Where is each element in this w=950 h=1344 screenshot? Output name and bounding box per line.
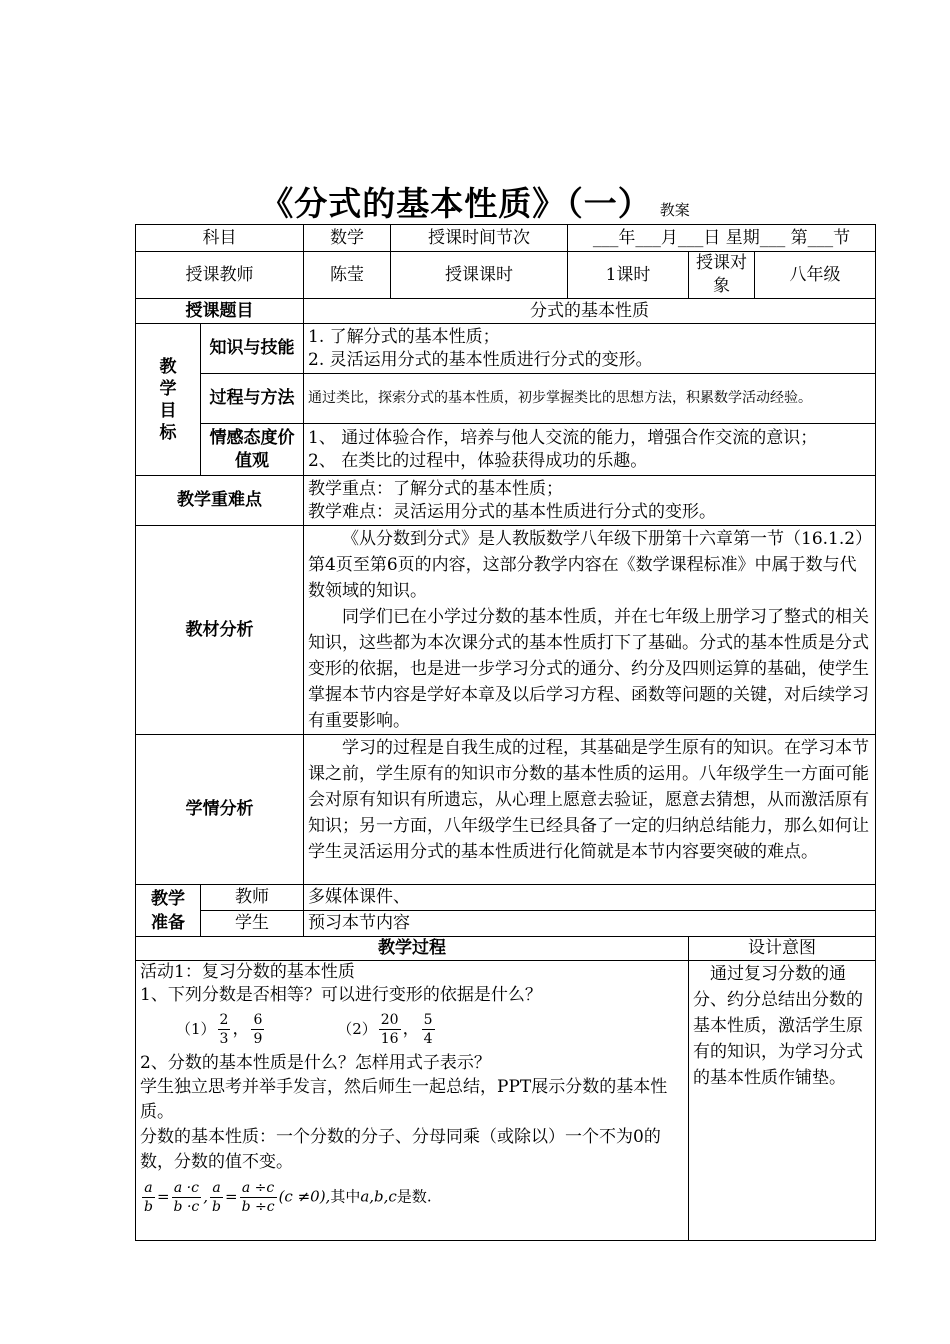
emotion-line-1: 1、 通过体验合作，培养与他人交流的能力，增强合作交流的意识；: [308, 427, 818, 448]
topic-value: 分式的基本性质: [304, 299, 876, 324]
hours-label: 授课课时: [391, 252, 568, 299]
fraction-6-9: $\frac{6}{9}$: [253, 1012, 263, 1047]
knowledge-line-1: 1. 了解分式的基本性质；: [308, 326, 500, 347]
activity-property: 分数的基本性质：一个分数的分子、分母同乘（或除以）一个不为0的数，分数的值不变。: [140, 1127, 661, 1172]
prep-student-label: 学生: [201, 911, 304, 937]
goals-label: [136, 324, 201, 476]
formula-condition: (c ≠0),: [278, 1187, 331, 1206]
keypoints-content: [304, 476, 876, 526]
prep-teacher-label: 教师: [201, 885, 304, 911]
row-keypoints: [136, 476, 876, 526]
textbook-paragraph-2: 同学们已在小学过分数的基本性质，并在七年级上册学习了整式的相关知识，这些都为本次课分式的基本性质打下了基础。分式的基本性质是分式变形的依据，也是进一步学习分式的通分、约分及四则运算的基础，使学生掌握本节内容是学好本章及以后学习方程、函数等问题的关键，对后续学习有重要影响。: [308, 607, 869, 731]
row-textbook: [136, 526, 876, 735]
fraction-2-3: $\frac{2}{3}$: [219, 1012, 229, 1047]
row-goal-process: [136, 374, 876, 424]
keypoint-2: 教学难点：灵活运用分式的基本性质进行分式的变形。: [308, 501, 716, 522]
teacher-label: 授课教师: [136, 252, 304, 299]
example-2-comma: ，: [402, 1019, 420, 1039]
formula-a-over-b: $\frac{a}{b}$: [144, 1180, 153, 1215]
row-students: [136, 735, 876, 885]
row-prep-teacher: [136, 885, 876, 911]
emotion-content: [304, 424, 876, 476]
row-subject: [136, 225, 876, 252]
formula-a-over-b-2: $\frac{a}{b}$: [212, 1180, 221, 1215]
keypoints-label: 教学重难点: [136, 476, 304, 526]
row-goal-emotion: [136, 424, 876, 476]
prep-label-text: 教学准备: [151, 888, 185, 933]
title-main: 《分式的基本性质》（一）: [260, 184, 652, 223]
process-label: 过程与方法: [201, 374, 304, 424]
knowledge-content: [304, 324, 876, 374]
audience-label: 授课对象: [689, 252, 755, 299]
title-sub: 教案: [659, 201, 690, 219]
textbook-content: [304, 526, 876, 735]
row-activity: [136, 961, 876, 1241]
prep-teacher-value: 多媒体课件、: [304, 885, 876, 911]
process-header-right: 设计意图: [689, 937, 876, 961]
property-formula: $\frac{a}{b}$ = $\frac{a \cdot c}{b \cdot c}$ , $\frac{a}{b}$ = $\frac{a \div c}{b \div c}$ (c ≠0),其中a,b,c是数.: [144, 1180, 432, 1215]
row-process-header: [136, 937, 876, 961]
topic-label: 授课题目: [136, 299, 304, 324]
students-label: 学情分析: [136, 735, 304, 885]
teacher-value: 陈莹: [304, 252, 391, 299]
goals-label-text: 教学目标: [159, 356, 177, 443]
fraction-5-4: $\frac{5}{4}$: [423, 1012, 433, 1047]
fraction-20-16: $\frac{20}{16}$: [380, 1012, 399, 1047]
prep-label: [136, 885, 201, 937]
row-goal-knowledge: [136, 324, 876, 374]
intent-text: 通过复习分数的通分、约分总结出分数的基本性质，激活学生原有的知识，为学习分式的基本性质作铺垫。: [693, 964, 863, 1088]
subject-value: 数学: [304, 225, 391, 252]
example-1-comma: ，: [232, 1019, 250, 1039]
activity-question-2: 2、分数的基本性质是什么？怎样用式子表示？: [140, 1053, 491, 1073]
prep-student-value: 预习本节内容: [304, 911, 876, 937]
document-title: [0, 178, 950, 225]
process-content: 通过类比，探索分式的基本性质，初步掌握类比的思想方法，积累数学活动经验。: [304, 374, 876, 424]
row-teacher: [136, 252, 876, 299]
activity-question-1: 1、下列分数是否相等？可以进行变形的依据是什么？: [140, 985, 542, 1005]
audience-value: 八年级: [755, 252, 876, 299]
formula-ac-over-bc: $\frac{a \cdot c}{b \cdot c}$: [173, 1180, 200, 1215]
time-value: ___年___月___日 星期___ 第___节: [568, 225, 876, 252]
activity-title: 活动1：复习分数的基本性质: [140, 962, 355, 982]
emotion-line-2: 2、 在类比的过程中，体验获得成功的乐趣。: [308, 450, 648, 471]
row-topic: [136, 299, 876, 324]
time-label: 授课时间节次: [391, 225, 568, 252]
hours-value: 1课时: [568, 252, 689, 299]
textbook-label: 教材分析: [136, 526, 304, 735]
row-prep-student: [136, 911, 876, 937]
subject-label: 科目: [136, 225, 304, 252]
emotion-label: 情感态度价值观: [201, 424, 304, 476]
students-paragraph-1: 学习的过程是自我生成的过程，其基础是学生原有的知识。在学习本节课之前，学生原有的知识市分数的基本性质的运用。八年级学生一方面可能会对原有知识有所遗忘，从心理上愿意去验证，愿意去猜想，从而激活原有知识；另一方面，八年级学生已经具备了一定的归纳总结能力，那么如何让学生灵活运用分式的基本性质进行化简就是本节内容要突破的难点。: [308, 738, 869, 862]
knowledge-line-2: 2. 灵活运用分式的基本性质进行分式的变形。: [308, 349, 653, 370]
activity-discussion: 学生独立思考并举手发言，然后师生一起总结，PPT展示分数的基本性质。: [140, 1077, 668, 1122]
keypoint-1: 教学重点：了解分式的基本性质；: [308, 478, 563, 499]
textbook-paragraph-1: 《从分数到分式》是人教版数学八年级下册第十六章第一节（16.1.2）第4页至第6页的内容，这部分教学内容在《数学课程标准》中属于数与代数领域的知识。: [308, 529, 864, 601]
knowledge-label: 知识与技能: [201, 324, 304, 374]
process-header-left: 教学过程: [136, 937, 689, 961]
example-1-label: （1）: [176, 1020, 216, 1038]
intent-content: [689, 961, 876, 1241]
lesson-plan-table: [135, 224, 876, 1241]
example-2-label: （2）: [337, 1020, 377, 1038]
formula-adc-over-bdc: $\frac{a \div c}{b \div c}$: [241, 1180, 275, 1215]
activity-content: [136, 961, 689, 1241]
fraction-examples: [140, 1007, 684, 1052]
students-content: [304, 735, 876, 885]
